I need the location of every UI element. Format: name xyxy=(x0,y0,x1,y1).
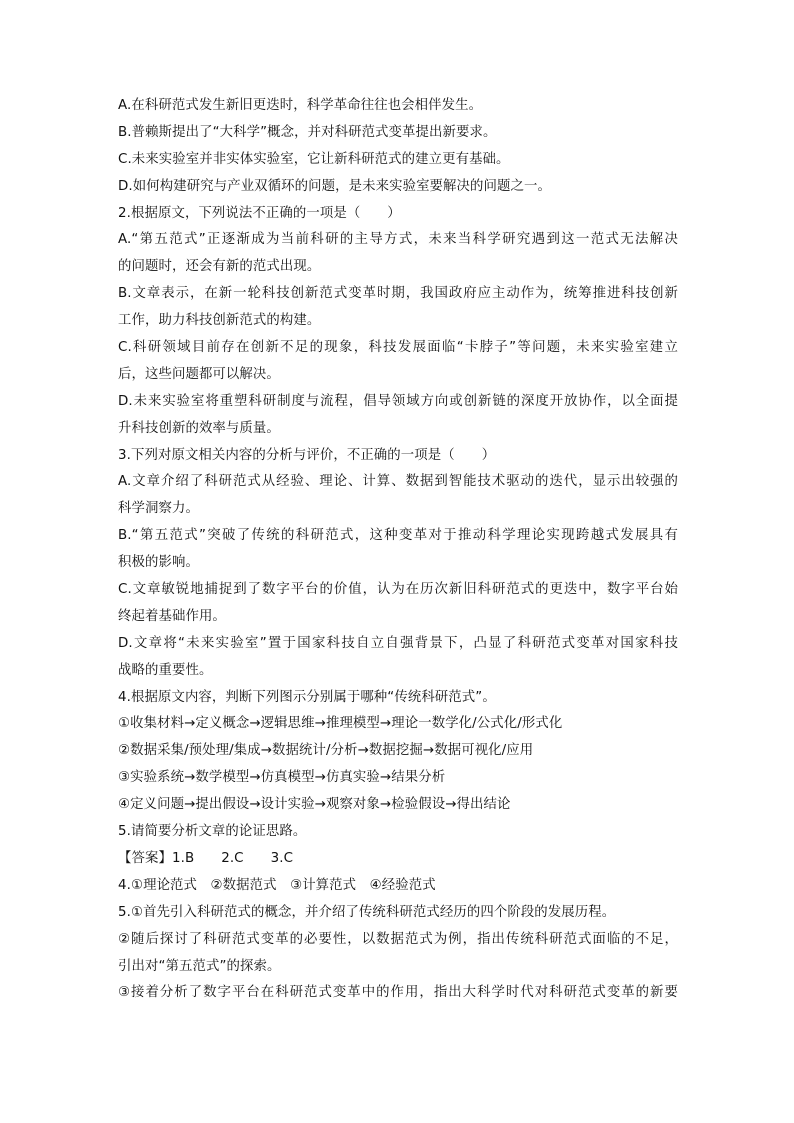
diagram-item-1: ①收集材料→定义概念→逻辑思维→推理模型→理论一数学化/公式化/形式化 xyxy=(118,716,563,732)
option-1c: C.未来实验室并非实体实验室，它让新科研范式的建立更有基础。 xyxy=(118,151,510,167)
option-3a: A.文章介绍了科研范式从经验、理论、计算、数据到智能技术驱动的迭代，显示出较强的 xyxy=(118,474,678,490)
option-2a: A.“第五范式”正逐渐成为当前科研的主导方式，未来当科学研究遇到这一范式无法解决 xyxy=(118,232,678,248)
answer-5-point-1: 5.①首先引入科研范式的概念，并介绍了传统科研范式经历的四个阶段的发展历程。 xyxy=(118,904,616,920)
option-3d-cont: 战略的重要性。 xyxy=(118,662,213,678)
option-2d-cont: 升科技创新的效率与质量。 xyxy=(118,420,280,436)
option-3c: C.文章敏锐地捕捉到了数字平台的价值，认为在历次新旧科研范式的更迭中，数字平台始 xyxy=(118,582,678,598)
question-2: 2.根据原文，下列说法不正确的一项是（ ） xyxy=(118,205,401,221)
option-2c: C.科研领域目前存在创新不足的现象，科技发展面临“卡脖子”等问题，未来实验室建立 xyxy=(118,340,678,356)
option-2d: D.未来实验室将重塑科研制度与流程，倡导领域方向或创新链的深度开放协作，以全面提 xyxy=(118,393,678,409)
option-1a: A.在科研范式发生新旧更迭时，科学革命往往也会相伴发生。 xyxy=(118,98,483,113)
option-3b-cont: 积极的影响。 xyxy=(118,555,199,571)
diagram-item-4: ④定义问题→提出假设→设计实验→观察对象→检验假设→得出结论 xyxy=(118,797,511,813)
option-1d: D.如何构建研究与产业双循环的问题，是未来实验室要解决的问题之一。 xyxy=(118,178,551,194)
option-2b-cont: 工作，助力科技创新范式的构建。 xyxy=(118,313,321,329)
answer-5-point-2: ②随后探讨了科研范式变革的必要性，以数据范式为例，指出传统科研范式面临的不足， xyxy=(118,931,678,947)
question-5: 5.请简要分析文章的论证思路。 xyxy=(118,824,307,840)
option-2b: B.文章表示，在新一轮科技创新范式变革时期，我国政府应主动作为，统筹推进科技创新 xyxy=(118,286,678,302)
answer-4: 4.①理论范式 ②数据范式 ③计算范式 ④经验范式 xyxy=(118,877,436,893)
option-3d: D.文章将“未来实验室”置于国家科技自立自强背景下，凸显了科研范式变革对国家科技 xyxy=(118,635,678,651)
document-page xyxy=(118,93,678,1007)
option-3b: B.“第五范式”突破了传统的科研范式，这种变革对于推动科学理论实现跨越式发展具有 xyxy=(118,528,678,544)
option-2a-cont: 的问题时，还会有新的范式出现。 xyxy=(118,259,321,275)
question-3: 3.下列对原文相关内容的分析与评价，不正确的一项是（ ） xyxy=(118,447,496,463)
option-3c-cont: 终起着基础作用。 xyxy=(118,608,226,624)
answer-key: 【答案】1.B 2.C 3.C xyxy=(118,850,294,866)
option-1b: B.普赖斯提出了“大科学”概念，并对科研范式变革提出新要求。 xyxy=(118,124,497,140)
diagram-item-3: ③实验系统→数学模型→仿真模型→仿真实验→结果分析 xyxy=(118,770,446,786)
option-2c-cont: 后，这些问题都可以解决。 xyxy=(118,366,280,382)
option-3a-cont: 科学洞察力。 xyxy=(118,501,199,517)
answer-5-point-3: ③接着分析了数字平台在科研范式变革中的作用，指出大科学时代对科研范式变革的新要 xyxy=(118,985,678,1001)
question-4: 4.根据原文内容，判断下列图示分别属于哪种“传统科研范式”。 xyxy=(118,689,496,705)
diagram-item-2: ②数据采集/预处理/集成→数据统计/分析→数据挖掘→数据可视化/应用 xyxy=(118,743,534,759)
answer-5-point-2-cont: 引出对“第五范式”的探索。 xyxy=(118,958,281,974)
